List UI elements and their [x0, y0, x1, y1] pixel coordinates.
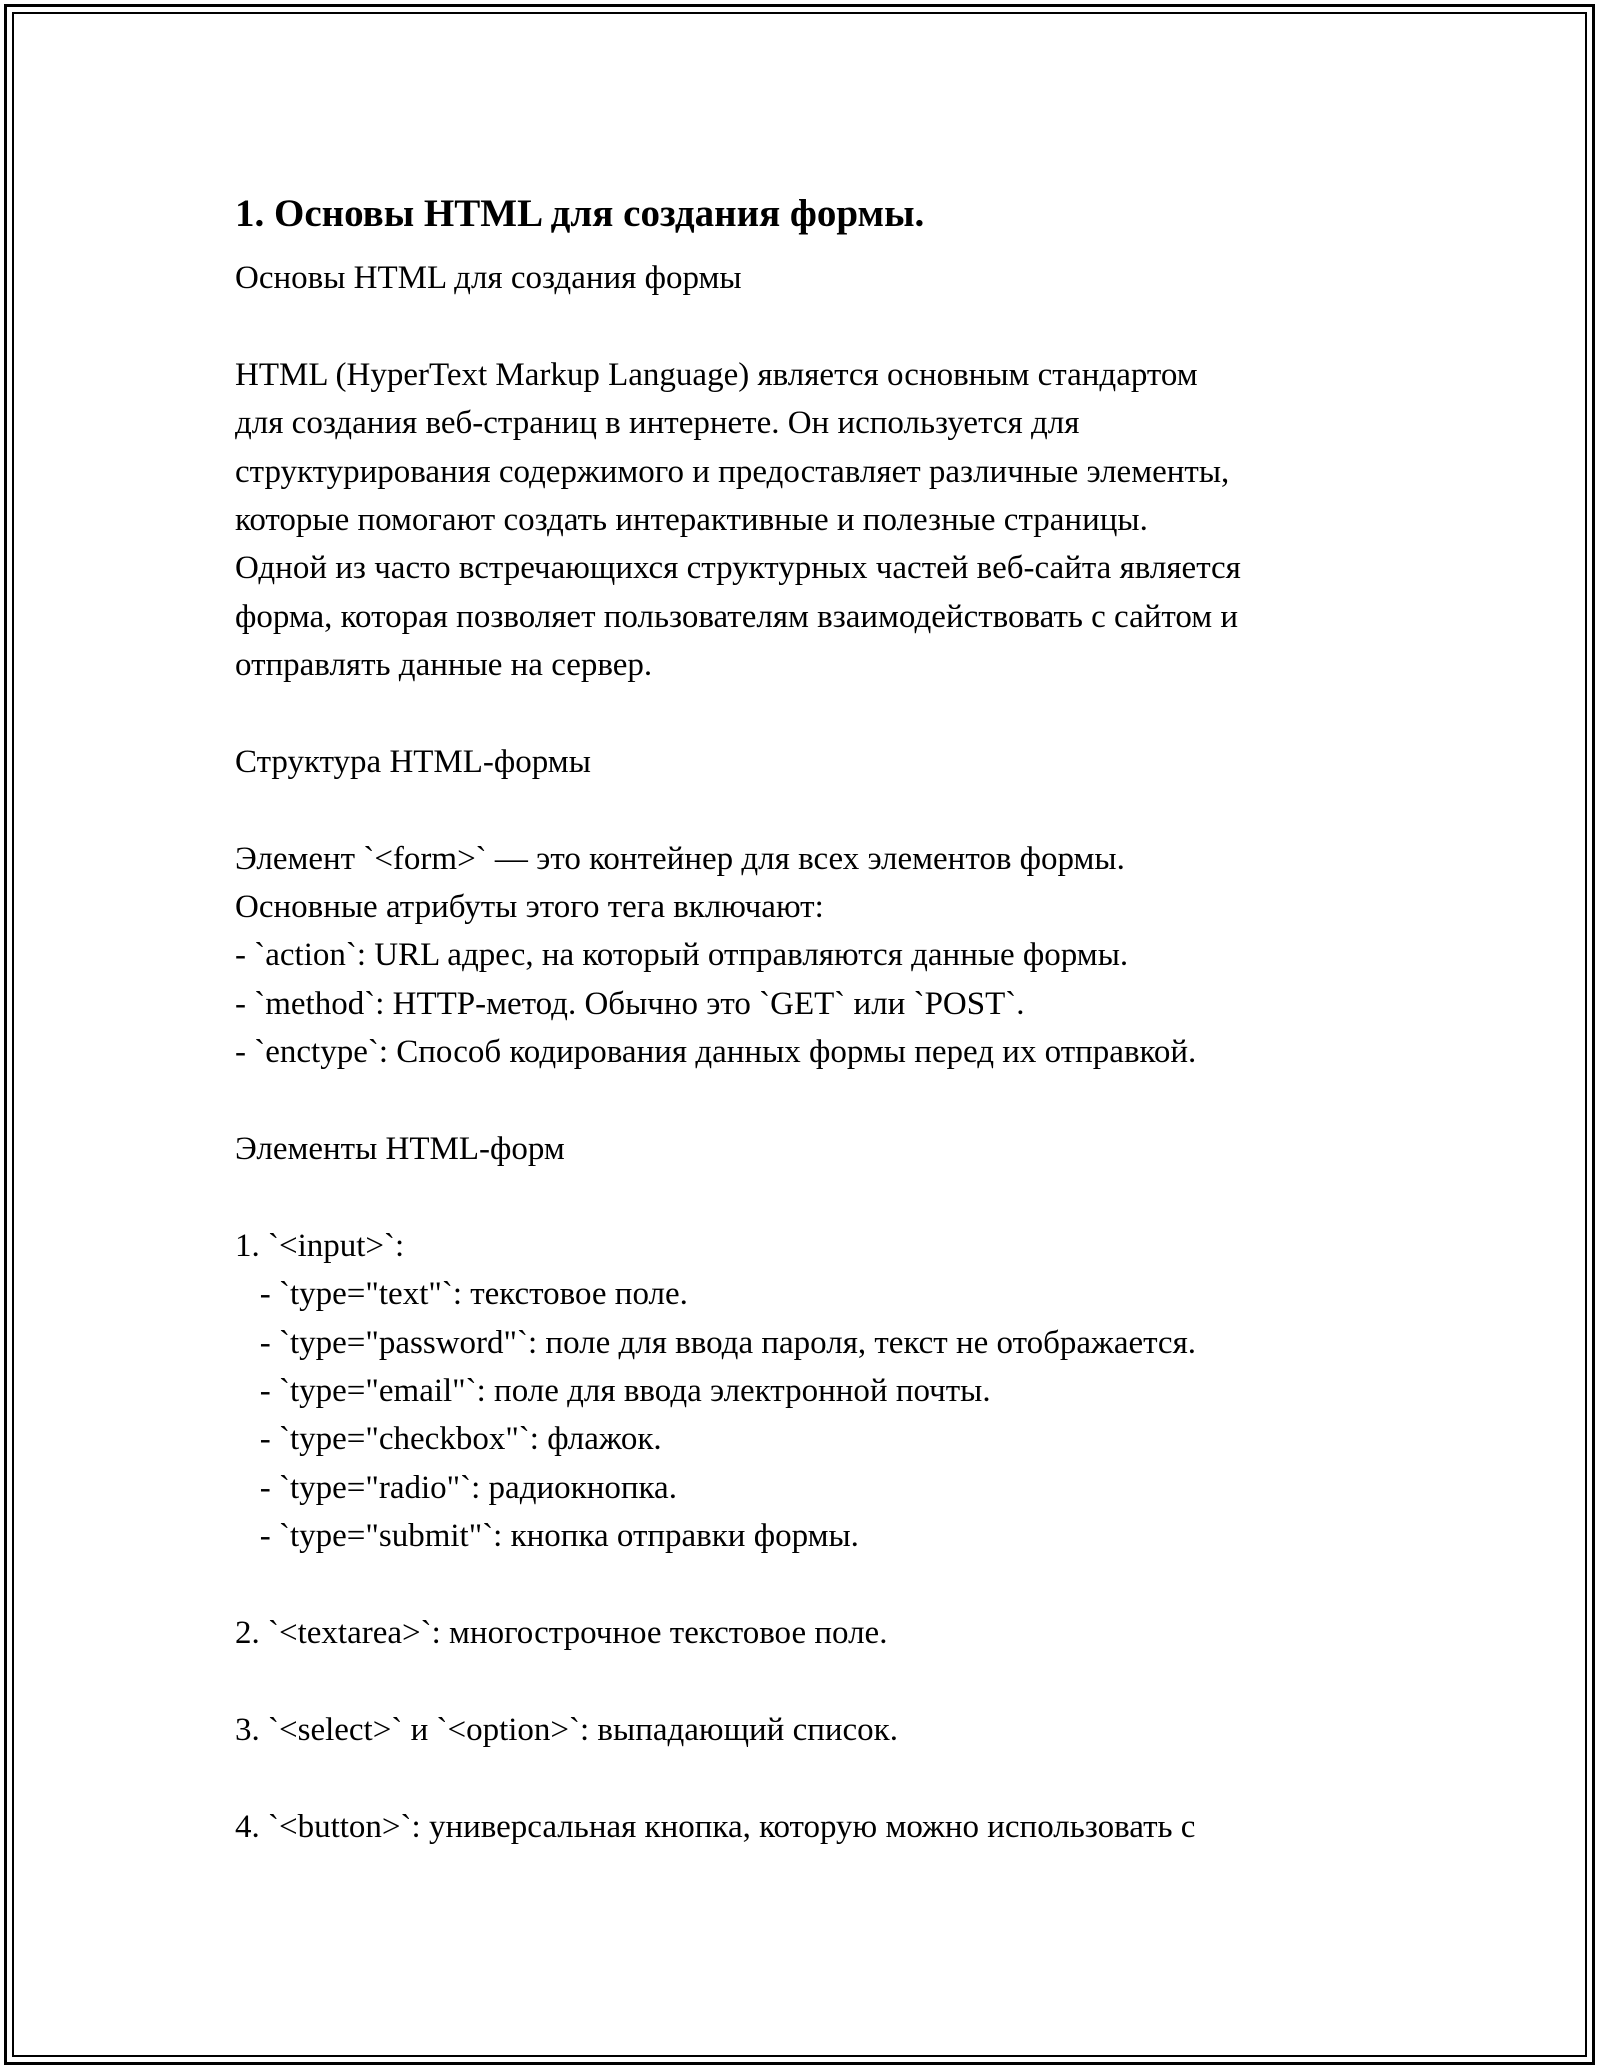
paragraph-line: структурирования содержимого и предоставляет различные элементы,: [235, 453, 1230, 490]
attribute-item-method: - `method`: HTTP-метод. Обычно это `GET` или `POST`.: [235, 985, 1025, 1022]
attribute-item-enctype: - `enctype`: Способ кодирования данных формы перед их отправкой.: [235, 1034, 1197, 1071]
paragraph-line: для создания веб-страниц в интернете. Он используется для: [235, 405, 1080, 442]
input-type-radio: - `type="radio"`: радиокнопка.: [235, 1469, 677, 1506]
blank-line: [235, 786, 1435, 834]
intro-title: Основы HTML для создания формы: [235, 260, 742, 296]
blank-line: [235, 302, 1435, 350]
elements-title: Элементы HTML-форм: [235, 1131, 565, 1168]
paragraph-line: Одной из часто встречающихся структурных частей веб-сайта является: [235, 550, 1241, 587]
paragraph-line: форма, которая позволяет пользователям взаимодействовать с сайтом и: [235, 598, 1239, 635]
structure-line: Элемент `<form>` — это контейнер для всех элементов формы.: [235, 840, 1125, 877]
list-item-input: 1. `<input>`:: [235, 1227, 405, 1264]
input-type-submit: - `type="submit"`: кнопка отправки формы.: [235, 1518, 859, 1555]
input-type-password: - `type="password"`: поле для ввода пароля, текст не отображается.: [235, 1324, 1197, 1361]
list-item-select: 3. `<select>` и `<option>`: выпадающий список.: [235, 1711, 898, 1748]
attribute-item-action: - `action`: URL адрес, на который отправляются данные формы.: [235, 937, 1129, 974]
blank-line: [235, 1173, 1435, 1221]
intro-paragraph: [235, 351, 1435, 690]
input-element-item: [235, 1222, 1435, 1561]
document-heading: 1. Основы HTML для создания формы.: [235, 192, 925, 235]
list-item-button: 4. `<button>`: универсальная кнопка, которую можно использовать с: [235, 1808, 1196, 1845]
input-type-email: - `type="email"`: поле для ввода электронной почты.: [235, 1372, 991, 1409]
document-body: [235, 186, 1435, 1851]
blank-line: [235, 1657, 1435, 1705]
blank-line: [235, 690, 1435, 738]
paragraph-line: HTML (HyperText Markup Language) является основным стандартом: [235, 356, 1198, 393]
list-item-textarea: 2. `<textarea>`: многострочное текстовое поле.: [235, 1614, 888, 1651]
paragraph-line: которые помогают создать интерактивные и полезные страницы.: [235, 501, 1148, 538]
blank-line: [235, 1561, 1435, 1609]
input-type-checkbox: - `type="checkbox"`: флажок.: [235, 1421, 662, 1458]
blank-line: [235, 1077, 1435, 1125]
paragraph-line: отправлять данные на сервер.: [235, 647, 653, 684]
blank-line: [235, 1754, 1435, 1802]
structure-title: Структура HTML-формы: [235, 743, 591, 780]
structure-section: [235, 835, 1435, 1077]
structure-line: Основные атрибуты этого тега включают:: [235, 889, 824, 926]
input-type-text: - `type="text"`: текстовое поле.: [235, 1276, 688, 1313]
